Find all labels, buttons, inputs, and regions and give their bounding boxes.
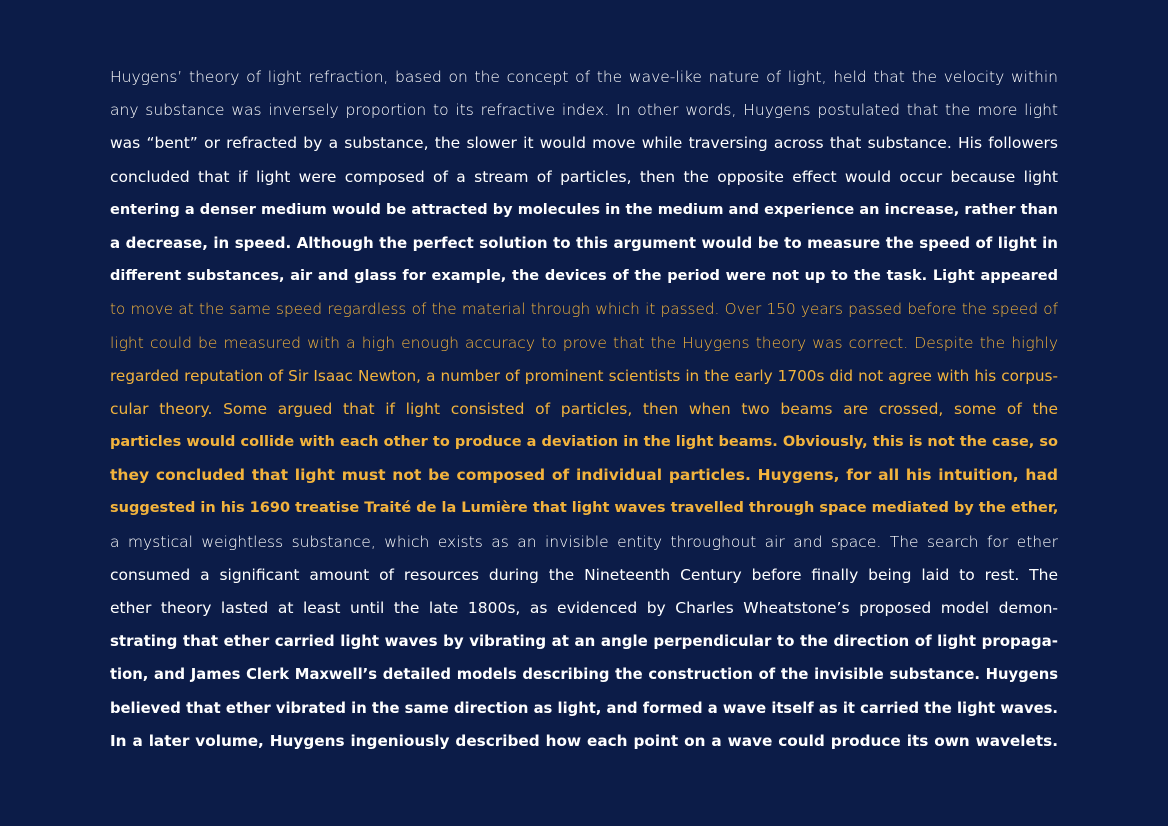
text-line: entering a denser medium would be attracted by molecules in the medium and experience an increase, rather than bbox=[110, 201, 1058, 218]
text-line: a decrease, in speed. Although the perfect solution to this argument would be to measure the speed of light in bbox=[110, 233, 1058, 252]
text-line: tion, and James Clerk Maxwell’s detailed models describing the construction of the invisible substance. Huygens bbox=[110, 666, 1058, 684]
text-line: suggested in his 1690 treatise Traité de la Lumière that light waves travelled through space mediated by the ether, bbox=[110, 500, 1058, 517]
text-line: believed that ether vibrated in the same direction as light, and formed a wave itself as it carried the light waves. bbox=[110, 699, 1058, 717]
text-line: a mystical weightless substance, which exists as an invisible entity throughout air and space. The search for ether bbox=[110, 532, 1058, 551]
body-text bbox=[110, 61, 1058, 758]
text-line: consumed a significant amount of resources during the Nineteenth Century before finally being laid to rest. The bbox=[110, 565, 1058, 584]
text-line: cular theory. Some argued that if light consisted of particles, then when two beams are crossed, some of the bbox=[110, 399, 1058, 418]
text-line: was “bent” or refracted by a substance, the slower it would move while traversing across that substance. His followers bbox=[110, 134, 1058, 153]
text-line: to move at the same speed regardless of the material through which it passed. Over 150 years passed before the speed of bbox=[110, 300, 1058, 319]
text-line: concluded that if light were composed of a stream of particles, then the opposite effect would occur because light bbox=[110, 167, 1058, 186]
text-line: In a later volume, Huygens ingeniously described how each point on a wave could produce its own wavelets. bbox=[110, 731, 1058, 750]
text-line: particles would collide with each other to produce a deviation in the light beams. Obviously, this is not the case, so bbox=[110, 434, 1058, 451]
text-line: different substances, air and glass for example, the devices of the period were not up to the task. Light appeared bbox=[110, 268, 1058, 285]
text-line: ether theory lasted at least until the late 1800s, as evidenced by Charles Wheatstone’s proposed model demon- bbox=[110, 599, 1058, 617]
text-line: any substance was inversely proportion to its refractive index. In other words, Huygens postulated that the more light bbox=[110, 101, 1058, 120]
text-line: regarded reputation of Sir Isaac Newton, a number of prominent scientists in the early 1700s did not agree with his corpus- bbox=[110, 366, 1058, 385]
text-line: Huygens’ theory of light refraction, based on the concept of the wave-like nature of light, held that the velocity within bbox=[110, 68, 1058, 86]
text-line: strating that ether carried light waves by vibrating at an angle perpendicular to the direction of light propaga- bbox=[110, 632, 1058, 651]
text-line: light could be measured with a high enough accuracy to prove that the Huygens theory was correct. Despite the highly bbox=[110, 333, 1058, 352]
text-line: they concluded that light must not be composed of individual particles. Huygens, for all his intuition, had bbox=[110, 466, 1058, 485]
